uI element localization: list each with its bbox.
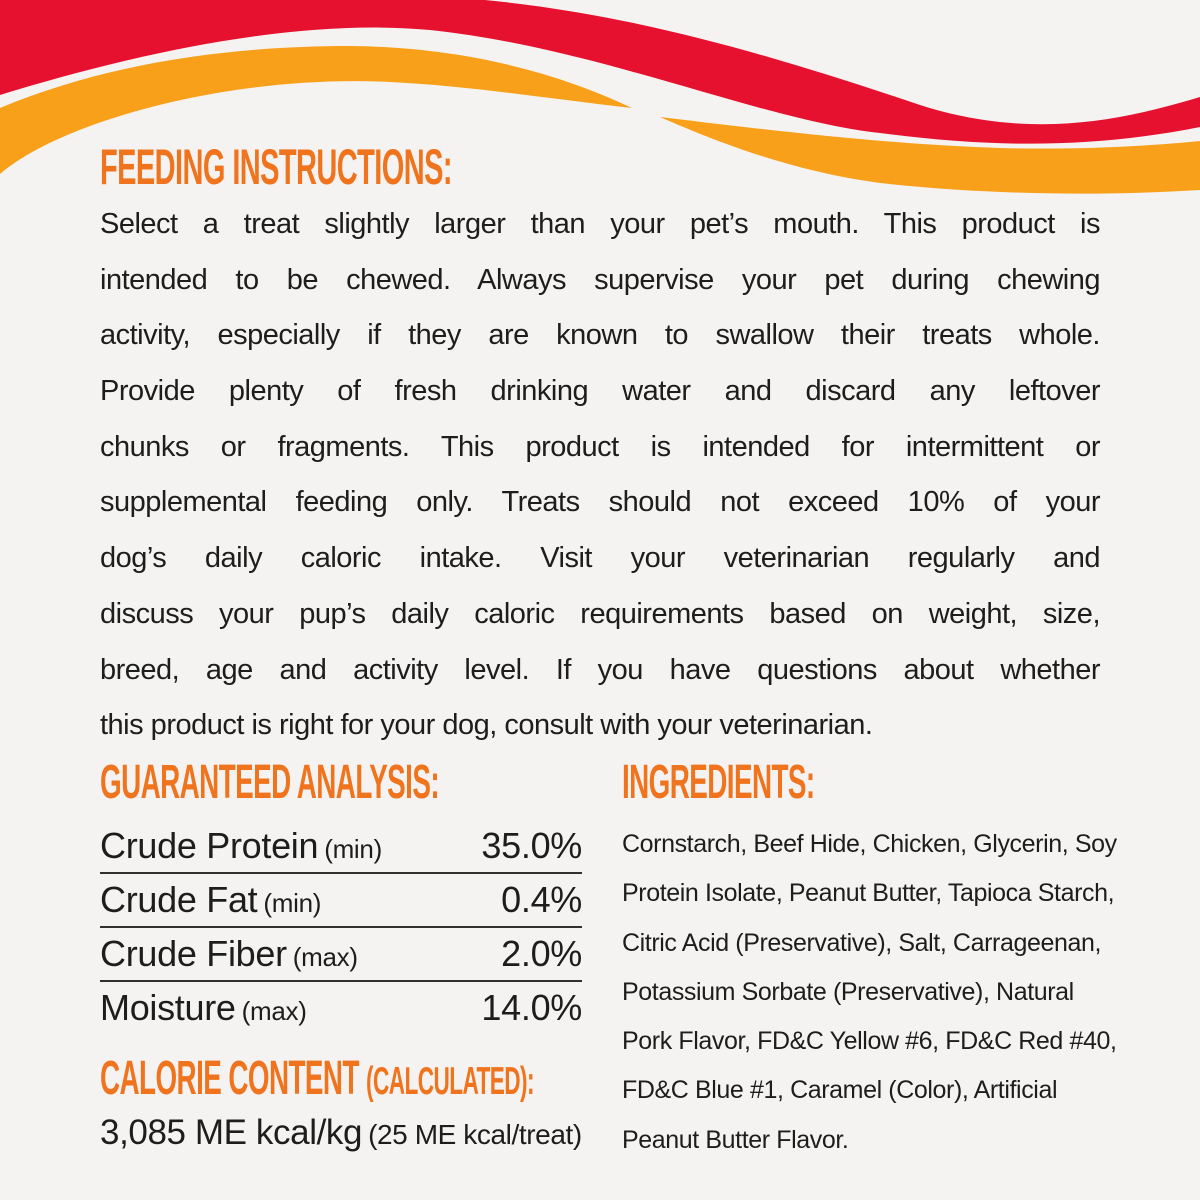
calorie-kcal-per-kg: 3,085 ME kcal/kg (100, 1113, 363, 1152)
feeding-line: Provide plenty of fresh drinking water and discard any leftover (100, 375, 1100, 408)
calorie-calculated-label: (CALCULATED): (366, 1060, 534, 1103)
feeding-line: supplemental feeding only. Treats should not exceed 10% of your (100, 486, 1100, 519)
guaranteed-analysis-table (100, 820, 582, 1036)
table-row (100, 928, 582, 982)
ingredients-line: Pork Flavor, FD&C Yellow #6, FD&C Red #40, (622, 1027, 1117, 1056)
ingredients-line: Citric Acid (Preservative), Salt, Carrageenan, (622, 928, 1102, 957)
table-row (100, 982, 582, 1036)
table-row (100, 874, 582, 928)
analysis-qualifier: (max) (241, 996, 307, 1026)
analysis-label: Crude Fiber (max) (100, 933, 358, 974)
analysis-qualifier: (min) (263, 888, 322, 918)
feeding-line: Select a treat slightly larger than your pet’s mouth. This product is (100, 208, 1100, 240)
feeding-instructions-title-text: FEEDING INSTRUCTIONS: (100, 139, 452, 195)
feeding-line: dog’s daily caloric intake. Visit your veterinarian regularly and (100, 542, 1100, 575)
feeding-line: discuss your pup’s daily caloric requirements based on weight, size, (100, 597, 1100, 630)
table-row (100, 820, 582, 874)
analysis-qualifier: (max) (292, 942, 358, 972)
analysis-qualifier: (min) (324, 834, 382, 864)
ingredients-line: FD&C Blue #1, Caramel (Color), Artificial (622, 1076, 1058, 1105)
guaranteed-analysis-title-text: GUARANTEED ANALYSIS: (100, 756, 440, 809)
calorie-kcal-per-treat: (25 ME kcal/treat) (368, 1119, 582, 1150)
feeding-instructions-title (100, 139, 707, 195)
analysis-label: Crude Fat (min) (100, 879, 322, 920)
feeding-line: intended to be chewed. Always supervise your pet during chewing (100, 263, 1100, 296)
calorie-content-value (100, 1113, 582, 1153)
ingredients-line: Protein Isolate, Peanut Butter, Tapioca Starch, (622, 879, 1115, 908)
feeding-line: chunks or fragments. This product is intended for intermittent or (100, 430, 1100, 463)
ingredients-line: Cornstarch, Beef Hide, Chicken, Glycerin, Soy (622, 830, 1117, 858)
analysis-value: 2.0% (501, 933, 582, 974)
ingredients-line: Peanut Butter Flavor. (622, 1125, 849, 1154)
calorie-content-title-text: CALORIE CONTENT (CALCULATED): (100, 1052, 534, 1105)
analysis-value: 35.0% (481, 825, 582, 866)
analysis-label: Moisture (max) (100, 987, 307, 1028)
feeding-line: activity, especially if they are known to swallow their treats whole. (100, 319, 1100, 352)
analysis-label: Crude Protein (min) (100, 825, 382, 866)
feeding-instructions-paragraph (100, 197, 1100, 754)
feeding-line: this product is right for your dog, consult with your veterinarian. (100, 709, 873, 742)
ingredients-title-text: INGREDIENTS: (622, 756, 815, 809)
ingredients-paragraph (622, 820, 1162, 1165)
guaranteed-analysis-title (100, 756, 685, 809)
analysis-value: 0.4% (501, 879, 582, 920)
feeding-line: breed, age and activity level. If you have questions about whether (100, 653, 1100, 686)
analysis-value: 14.0% (481, 987, 582, 1028)
ingredients-title (622, 756, 954, 809)
ingredients-line: Potassium Sorbate (Preservative), Natural (622, 977, 1074, 1006)
